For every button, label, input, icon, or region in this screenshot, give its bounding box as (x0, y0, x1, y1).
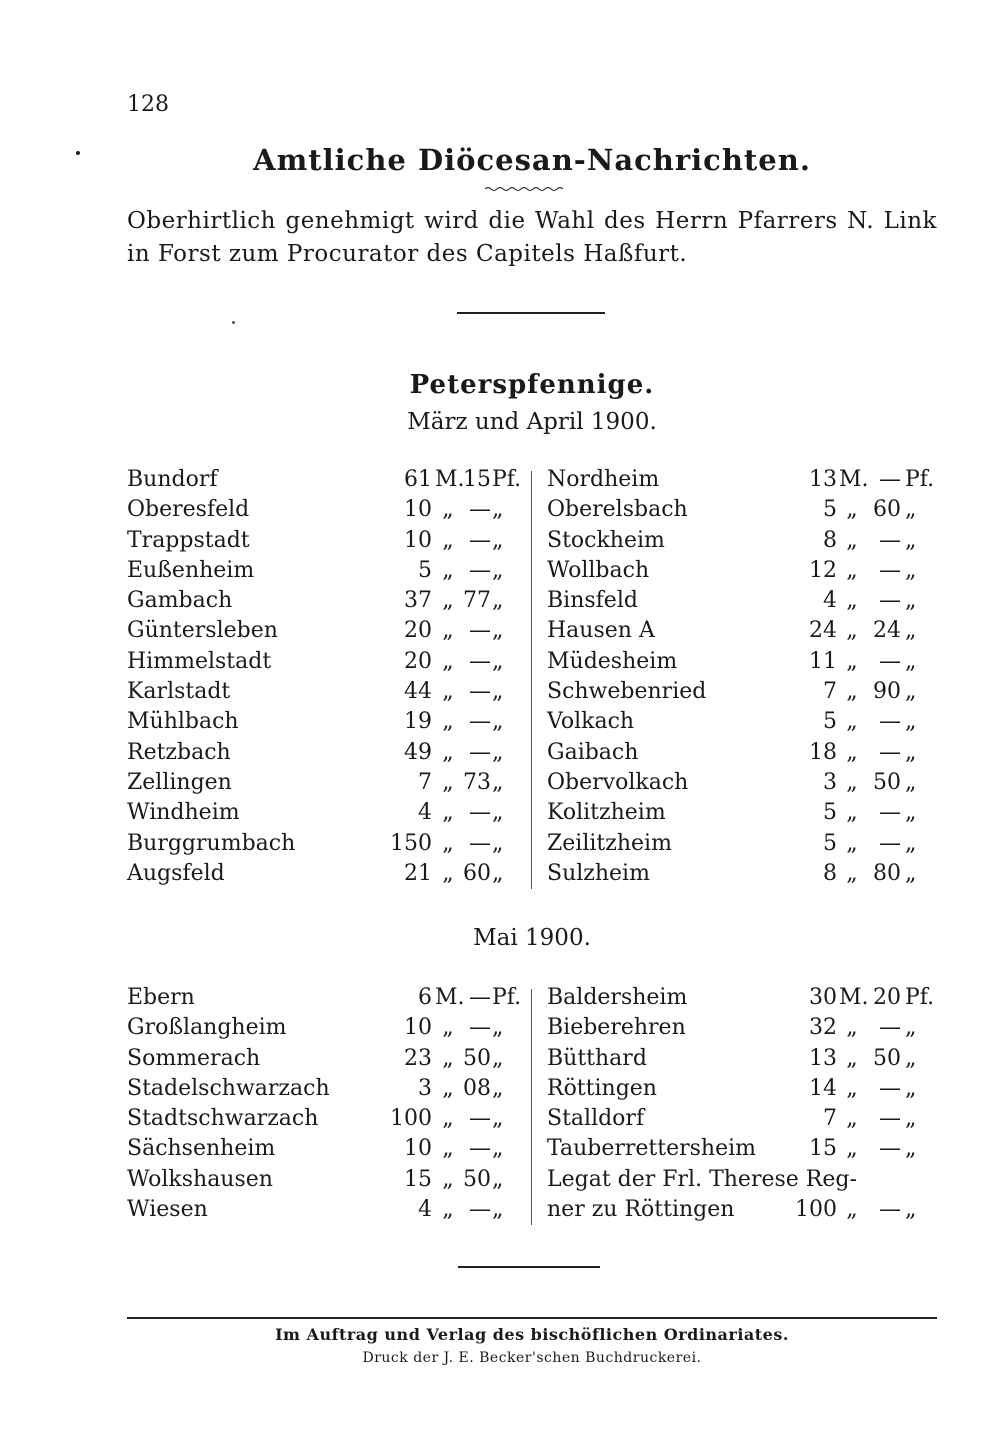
left-mark-amount: 3 (418, 1075, 432, 1101)
column-divider (531, 471, 532, 889)
table-row (127, 707, 937, 737)
right-pfennig-amount: — (879, 1136, 901, 1162)
table-row (127, 829, 937, 859)
right-place-name: Bütthard (547, 1045, 647, 1071)
left-place-name: Burggrumbach (127, 830, 296, 856)
left-mark-amount: 19 (404, 709, 432, 735)
end-rule (458, 1266, 600, 1268)
left-pfennig-amount: — (469, 679, 491, 705)
left-pfennig-amount: — (469, 985, 491, 1010)
table-row (127, 616, 937, 646)
right-mark-amount: 7 (823, 679, 837, 705)
left-unit: „ (492, 679, 504, 705)
left-place-name: Eußenheim (127, 557, 255, 583)
left-unit: „ (442, 679, 454, 705)
left-unit: „ (492, 800, 504, 826)
right-mark-amount: 3 (823, 769, 837, 795)
table-row (127, 1165, 937, 1195)
table-row (127, 768, 937, 798)
left-unit: „ (492, 648, 504, 674)
right-pfennig-amount: — (879, 830, 901, 856)
right-unit: „ (846, 527, 858, 553)
right-mark-amount: 5 (823, 830, 837, 856)
left-unit: „ (442, 769, 454, 795)
table-row (127, 1074, 937, 1104)
right-unit: „ (905, 648, 917, 674)
left-unit: „ (442, 618, 454, 644)
right-pfennig-amount: 24 (873, 618, 901, 644)
right-pfennig-amount: — (879, 800, 901, 826)
left-unit: „ (492, 557, 504, 583)
left-pfennig-amount: — (469, 1136, 491, 1162)
right-place-name: Obervolkach (547, 769, 689, 795)
right-place-name: Tauberrettersheim (547, 1136, 756, 1162)
right-place-name: Gaibach (547, 739, 639, 765)
right-pfennig-amount: 90 (873, 679, 901, 705)
right-pfennig-amount: 80 (873, 860, 901, 886)
right-unit: „ (905, 1106, 917, 1132)
left-mark-amount: 100 (390, 1106, 432, 1132)
left-unit: „ (492, 1015, 504, 1041)
right-place-name: Sulzheim (547, 860, 650, 886)
table-row (127, 465, 937, 495)
left-unit: „ (492, 830, 504, 856)
right-mark-amount: 4 (823, 588, 837, 614)
table-row (127, 859, 937, 889)
left-unit: „ (442, 1166, 454, 1192)
right-place-name: Oberelsbach (547, 497, 688, 523)
right-unit: „ (846, 1075, 858, 1101)
left-place-name: Wiesen (127, 1197, 208, 1223)
left-place-name: Wolkshausen (127, 1166, 273, 1192)
right-mark-amount: 32 (809, 1015, 837, 1041)
right-pfennig-amount: — (879, 1106, 901, 1132)
right-unit: Pf. (905, 985, 935, 1010)
right-place-name: Stockheim (547, 527, 665, 553)
right-place-name: Nordheim (547, 467, 660, 492)
left-place-name: Windheim (127, 800, 240, 826)
left-mark-amount: 37 (404, 588, 432, 614)
right-place-name: Hausen A (547, 618, 655, 644)
right-unit: „ (846, 1015, 858, 1041)
left-unit: „ (492, 709, 504, 735)
right-place-name: Legat der Frl. Therese Reg- (547, 1166, 857, 1192)
left-unit: „ (492, 1136, 504, 1162)
table-row (127, 495, 937, 525)
right-unit: „ (846, 860, 858, 886)
left-place-name: Karlstadt (127, 679, 231, 705)
left-place-name: Großlangheim (127, 1015, 287, 1041)
left-unit: „ (492, 769, 504, 795)
right-mark-amount: 11 (809, 648, 837, 674)
left-pfennig-amount: 50 (463, 1045, 491, 1071)
left-mark-amount: 10 (404, 497, 432, 523)
right-unit: „ (905, 1045, 917, 1071)
left-unit: Pf. (492, 985, 522, 1010)
table-row (127, 1044, 937, 1074)
right-unit: „ (905, 709, 917, 735)
left-place-name: Sommerach (127, 1045, 261, 1071)
page-number: 128 (127, 92, 169, 117)
right-mark-amount: 24 (809, 618, 837, 644)
left-unit: „ (492, 739, 504, 765)
donations-table-march-april (127, 465, 937, 889)
left-pfennig-amount: — (469, 527, 491, 553)
left-place-name: Zellingen (127, 769, 232, 795)
table-row (127, 1013, 937, 1043)
right-unit: „ (905, 800, 917, 826)
table-row (127, 798, 937, 828)
left-pfennig-amount: — (469, 739, 491, 765)
left-unit: „ (442, 1045, 454, 1071)
left-mark-amount: 20 (404, 618, 432, 644)
left-pfennig-amount: 60 (463, 860, 491, 886)
left-place-name: Gambach (127, 588, 233, 614)
right-unit: „ (846, 769, 858, 795)
left-unit: „ (442, 1075, 454, 1101)
notice-paragraph: Oberhirtlich genehmigt wird die Wahl des Herrn Pfarrers N. Link in Forst zum Procurator des Capitels Haßfurt. (127, 208, 937, 267)
right-unit: „ (846, 800, 858, 826)
left-pfennig-amount: — (469, 800, 491, 826)
left-mark-amount: 10 (404, 1136, 432, 1162)
right-mark-amount: 14 (809, 1075, 837, 1101)
right-pfennig-amount: — (879, 648, 901, 674)
right-pfennig-amount: — (879, 1075, 901, 1101)
footer-printer: Druck der J. E. Becker'schen Buchdruckerei. (362, 1350, 702, 1366)
right-place-name: Röttingen (547, 1075, 657, 1101)
left-pfennig-amount: — (469, 1106, 491, 1132)
left-pfennig-amount: — (469, 1015, 491, 1041)
left-unit: „ (442, 830, 454, 856)
right-unit: „ (846, 497, 858, 523)
left-unit: „ (442, 1197, 454, 1223)
left-pfennig-amount: — (469, 497, 491, 523)
right-mark-amount: 5 (823, 709, 837, 735)
left-mark-amount: 5 (418, 557, 432, 583)
right-unit: „ (846, 1045, 858, 1071)
left-mark-amount: 21 (404, 860, 432, 886)
right-unit: „ (846, 1136, 858, 1162)
left-unit: M. (435, 985, 465, 1010)
left-unit: „ (492, 497, 504, 523)
left-pfennig-amount: — (469, 648, 491, 674)
table-row (127, 677, 937, 707)
left-unit: „ (442, 709, 454, 735)
table-row (127, 556, 937, 586)
right-unit: „ (905, 1136, 917, 1162)
left-unit: „ (442, 1015, 454, 1041)
left-unit: „ (442, 527, 454, 553)
left-pfennig-amount: 73 (463, 769, 491, 795)
right-mark-amount: 13 (809, 1045, 837, 1071)
right-place-name: Zeilitzheim (547, 830, 672, 856)
left-unit: „ (442, 800, 454, 826)
left-pfennig-amount: 77 (463, 588, 491, 614)
right-mark-amount: 15 (809, 1136, 837, 1162)
left-unit: „ (492, 1106, 504, 1132)
left-mark-amount: 4 (418, 800, 432, 826)
left-mark-amount: 44 (404, 679, 432, 705)
right-pfennig-amount: 20 (873, 985, 901, 1010)
left-pfennig-amount: — (469, 709, 491, 735)
left-place-name: Stadtschwarzach (127, 1106, 319, 1132)
left-unit: „ (492, 618, 504, 644)
right-unit: Pf. (905, 467, 935, 492)
table-row (127, 1134, 937, 1164)
left-unit: „ (492, 1045, 504, 1071)
left-unit: „ (492, 1197, 504, 1223)
right-unit: „ (846, 679, 858, 705)
right-unit: M. (839, 467, 869, 492)
left-unit: „ (442, 648, 454, 674)
right-pfennig-amount: 50 (873, 1045, 901, 1071)
right-place-name: Bieberehren (547, 1015, 686, 1041)
left-unit: „ (442, 1136, 454, 1162)
right-unit: „ (846, 1106, 858, 1132)
left-pfennig-amount: — (469, 1197, 491, 1223)
right-pfennig-amount: 50 (873, 769, 901, 795)
right-unit: „ (905, 1015, 917, 1041)
table-row (127, 586, 937, 616)
right-unit: „ (846, 739, 858, 765)
right-mark-amount: 5 (823, 497, 837, 523)
right-unit: „ (905, 860, 917, 886)
left-pfennig-amount: 50 (463, 1166, 491, 1192)
right-mark-amount: 100 (795, 1197, 837, 1223)
left-unit: „ (492, 588, 504, 614)
left-unit: „ (442, 1106, 454, 1132)
right-place-name: Volkach (547, 709, 635, 735)
left-place-name: Mühlbach (127, 709, 239, 735)
table-row (127, 983, 937, 1013)
right-unit: „ (846, 648, 858, 674)
right-mark-amount: 18 (809, 739, 837, 765)
footer-rule (127, 1317, 937, 1319)
right-mark-amount: 7 (823, 1106, 837, 1132)
right-place-name: Baldersheim (547, 985, 688, 1010)
right-place-name: Schwebenried (547, 679, 707, 705)
right-mark-amount: 8 (823, 527, 837, 553)
left-unit: „ (442, 588, 454, 614)
right-place-name: Stalldorf (547, 1106, 645, 1132)
margin-speck (232, 321, 235, 324)
right-pfennig-amount: — (879, 557, 901, 583)
right-unit: „ (905, 557, 917, 583)
left-mark-amount: 20 (404, 648, 432, 674)
left-pfennig-amount: 08 (463, 1075, 491, 1101)
left-mark-amount: 10 (404, 527, 432, 553)
left-unit: „ (492, 1075, 504, 1101)
left-mark-amount: 4 (418, 1197, 432, 1223)
donations-table-may (127, 983, 937, 1225)
table-row (127, 1104, 937, 1134)
left-place-name: Bundorf (127, 467, 218, 492)
separator-rule (457, 312, 605, 314)
left-place-name: Güntersleben (127, 618, 278, 644)
right-unit: „ (846, 830, 858, 856)
right-pfennig-amount: — (879, 467, 901, 492)
section-title: Peterspfennige. (409, 370, 655, 400)
right-unit: „ (846, 588, 858, 614)
left-unit: Pf. (492, 467, 522, 492)
left-unit: „ (492, 1166, 504, 1192)
right-unit: „ (846, 618, 858, 644)
right-pfennig-amount: — (879, 1015, 901, 1041)
right-pfennig-amount: — (879, 709, 901, 735)
left-unit: „ (492, 527, 504, 553)
table-row (127, 1195, 937, 1225)
page-heading: Amtliche Diöcesan-Nachrichten. (253, 143, 811, 177)
right-unit: „ (846, 1197, 858, 1223)
left-mark-amount: 61 (404, 467, 432, 492)
right-mark-amount: 30 (809, 985, 837, 1010)
left-place-name: Stadelschwarzach (127, 1075, 330, 1101)
left-unit: „ (442, 557, 454, 583)
left-unit: M. (435, 467, 465, 492)
left-mark-amount: 10 (404, 1015, 432, 1041)
section-subtitle: März und April 1900. (407, 409, 657, 435)
left-place-name: Retzbach (127, 739, 231, 765)
right-mark-amount: 5 (823, 800, 837, 826)
left-pfennig-amount: — (469, 830, 491, 856)
left-mark-amount: 49 (404, 739, 432, 765)
left-mark-amount: 150 (390, 830, 432, 856)
left-mark-amount: 15 (404, 1166, 432, 1192)
table-row (127, 738, 937, 768)
right-pfennig-amount: — (879, 1197, 901, 1223)
right-place-name: ner zu Röttingen (547, 1197, 735, 1223)
right-place-name: Müdesheim (547, 648, 678, 674)
right-unit: „ (905, 1197, 917, 1223)
left-pfennig-amount: — (469, 557, 491, 583)
footer-publisher: Im Auftrag und Verlag des bischöflichen Ordinariates. (275, 1325, 789, 1344)
column-divider (531, 989, 532, 1225)
right-unit: M. (839, 985, 869, 1010)
right-place-name: Binsfeld (547, 588, 638, 614)
left-mark-amount: 6 (418, 985, 432, 1010)
right-unit: „ (905, 497, 917, 523)
left-place-name: Himmelstadt (127, 648, 272, 674)
right-unit: „ (905, 1075, 917, 1101)
left-place-name: Augsfeld (127, 860, 225, 886)
right-pfennig-amount: 60 (873, 497, 901, 523)
left-place-name: Sächsenheim (127, 1136, 276, 1162)
right-unit: „ (905, 527, 917, 553)
right-unit: „ (905, 618, 917, 644)
right-mark-amount: 8 (823, 860, 837, 886)
left-pfennig-amount: — (469, 618, 491, 644)
right-pfennig-amount: — (879, 527, 901, 553)
right-unit: „ (905, 830, 917, 856)
right-unit: „ (846, 709, 858, 735)
may-title: Mai 1900. (473, 925, 591, 951)
left-place-name: Ebern (127, 985, 195, 1010)
right-pfennig-amount: — (879, 739, 901, 765)
right-unit: „ (905, 739, 917, 765)
left-mark-amount: 7 (418, 769, 432, 795)
right-pfennig-amount: — (879, 588, 901, 614)
right-place-name: Wollbach (547, 557, 650, 583)
right-unit: „ (905, 769, 917, 795)
right-unit: „ (846, 557, 858, 583)
right-mark-amount: 12 (809, 557, 837, 583)
left-unit: „ (442, 860, 454, 886)
right-mark-amount: 13 (809, 467, 837, 492)
right-unit: „ (905, 679, 917, 705)
wavy-ornament (485, 186, 563, 192)
table-row (127, 647, 937, 677)
table-row (127, 526, 937, 556)
left-place-name: Trappstadt (127, 527, 250, 553)
left-mark-amount: 23 (404, 1045, 432, 1071)
left-place-name: Oberesfeld (127, 497, 250, 523)
left-unit: „ (442, 497, 454, 523)
left-unit: „ (442, 739, 454, 765)
left-unit: „ (492, 860, 504, 886)
right-place-name: Kolitzheim (547, 800, 666, 826)
left-pfennig-amount: 15 (463, 467, 491, 492)
right-unit: „ (905, 588, 917, 614)
